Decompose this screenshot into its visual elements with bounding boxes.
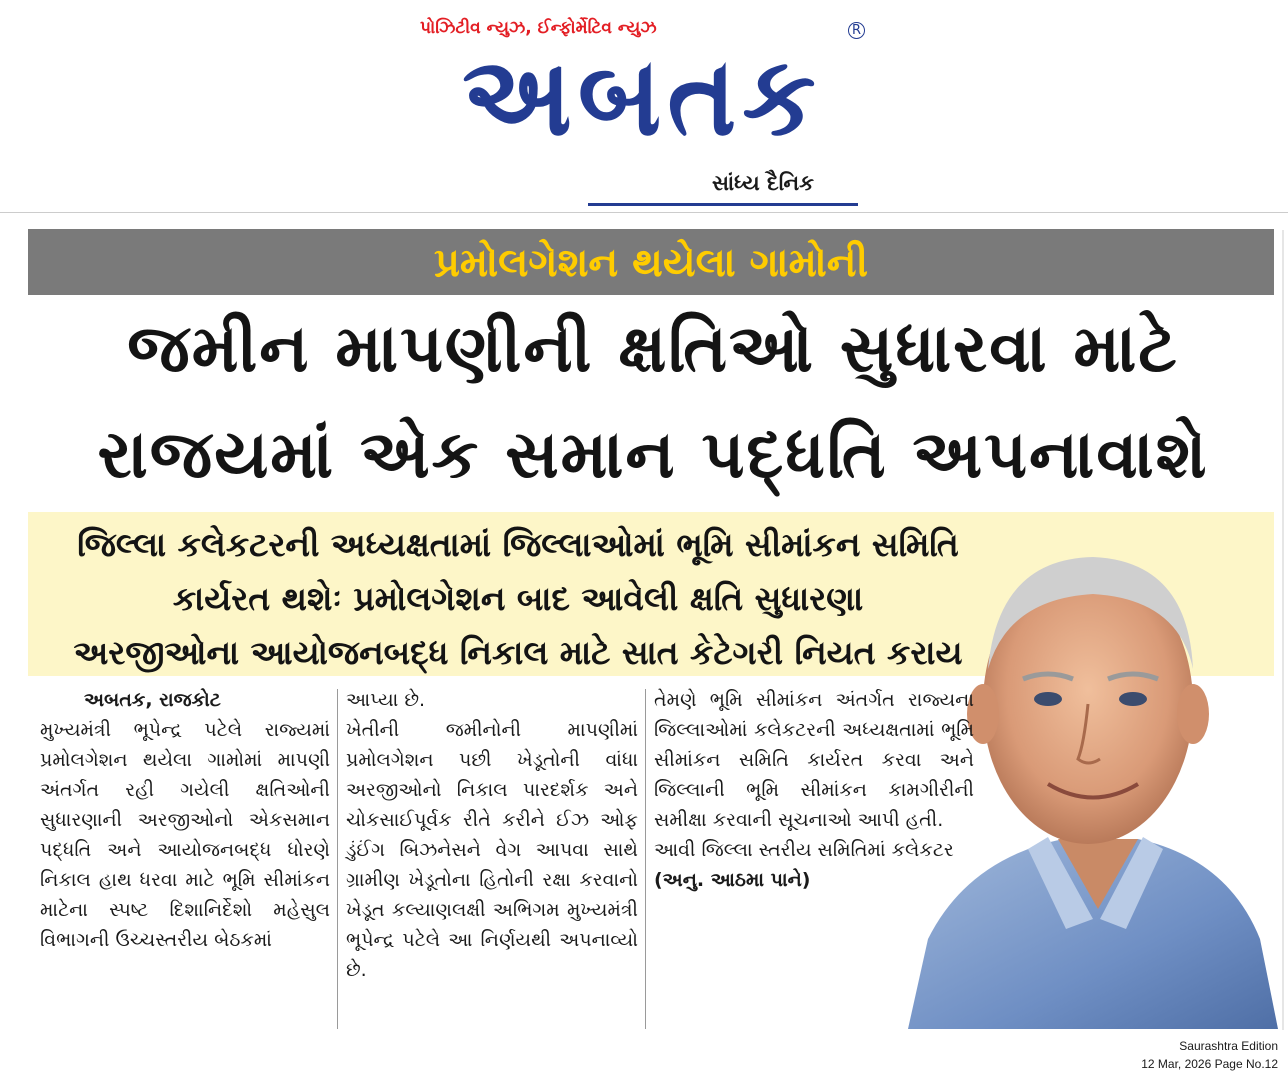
article-byline: અબતક, રાજકોટ <box>84 689 221 711</box>
column-3-text-2: આવી જિલ્લા સ્તરીય સમિતિમાં કલેકટર <box>654 839 954 861</box>
deck-line-1: જિલ્લા કલેકટરની અધ્યક્ષતામાં જિલ્લાઓમાં ભૂમિ સીમાંકન સમિતિ <box>77 525 959 564</box>
edition-label: Saurashtra Edition <box>1179 1039 1278 1053</box>
article-column-1 <box>40 685 330 955</box>
newspaper-logo[interactable]: અબતક <box>462 31 822 161</box>
headline-line-2: રાજયમાં એક સમાન પદ્ધતિ અપનાવાશે <box>97 416 1209 493</box>
deck-line-3: અરજીઓના આયોજનબદ્ધ નિકાલ માટે સાત કેટેગરી નિયત કરાય <box>73 633 963 672</box>
column-3-text-1: તેમણે ભૂમિ સીમાંકન અંતર્ગત રાજ્યના જિલ્લાઓમાં કલેકટરની અધ્યક્ષતામાં ભૂમિ સીમાંકન સમિતિ કાર્યરત કરવા અને જિલ્લાની ભૂમિ સીમાંકન કામગીરીની સમીક્ષા કરવાની સૂચનાઓ આપી હતી. <box>654 689 974 831</box>
column-divider-2 <box>645 689 646 1029</box>
masthead-subtitle: સાંધ્ય દૈનિક <box>712 171 814 195</box>
headline-line-1: જમીન માપણીની ક્ષતિઓ સુધારવા માટે <box>127 310 1179 387</box>
page-edge <box>1282 230 1284 1030</box>
column-divider-1 <box>337 689 338 1029</box>
article-column-2 <box>346 685 638 985</box>
article-column-3 <box>654 685 974 895</box>
news-article <box>28 229 1278 1029</box>
registered-mark: R <box>848 22 865 39</box>
article-kicker: પ્રમોલગેશન થયેલા ગામોની <box>433 240 869 286</box>
masthead <box>0 0 1288 215</box>
column-1-text: મુખ્યમંત્રી ભૂપેન્દ્ર પટેલે રાજ્યમાં પ્રમોલગેશન થયેલા ગામોમાં માપણી અંતર્ગત રહી ગયેલી ક્ષતિઓની સુધારણાની અરજીઓનો એકસમાન પદ્ધતિ અને આયોજનબદ્ધ ધોરણે નિકાલ હાથ ધરવા માટે ભૂમિ સીમાંકન માટેના સ્પષ્ટ દિશાનિર્દેશો મહેસુલ વિભાગની ઉચ્ચસ્તરીય બેઠકમાં <box>40 719 330 951</box>
masthead-tagline: પોઝિટીવ ન્યુઝ, ઈન્ફોર્મેટિવ ન્યુઝ <box>420 18 657 38</box>
column-2-text-2: ખેતીની જમીનોની માપણીમાં પ્રમોલગેશન પછી ખેડૂતોની વાંધા અરજીઓનો નિકાલ પારદર્શક અને ચોકસાઈપૂર્વક રીતે કરીને ઈઝ ઓફ ડુંઈંગ બિઝનેસને વેગ આપવા સાથે ગ્રામીણ ખેડૂતોના હિતોની રક્ષા કરવાનો ખેડૂત કલ્યાણલક્ષી અભિગમ મુખ્યમંત્રી ભૂપેન્દ્ર પટેલે આ નિર્ણયથી અપનાવ્યો છે. <box>346 719 638 981</box>
column-2-text-1: આપ્યા છે. <box>346 689 426 711</box>
masthead-divider <box>0 212 1288 213</box>
date-page-label: 12 Mar, 2026 Page No.12 <box>1141 1057 1278 1071</box>
eye-right <box>1119 692 1147 706</box>
ear-right <box>1177 684 1209 744</box>
continued-on-page[interactable]: (અનુ. આઠમા પાને) <box>654 869 811 891</box>
deck-line-2: કાર્યરત થશેઃ પ્રમોલગેશન બાદ આવેલી ક્ષતિ સુધારણા <box>172 579 864 618</box>
eye-left <box>1034 692 1062 706</box>
page-footer <box>1141 1037 1278 1073</box>
